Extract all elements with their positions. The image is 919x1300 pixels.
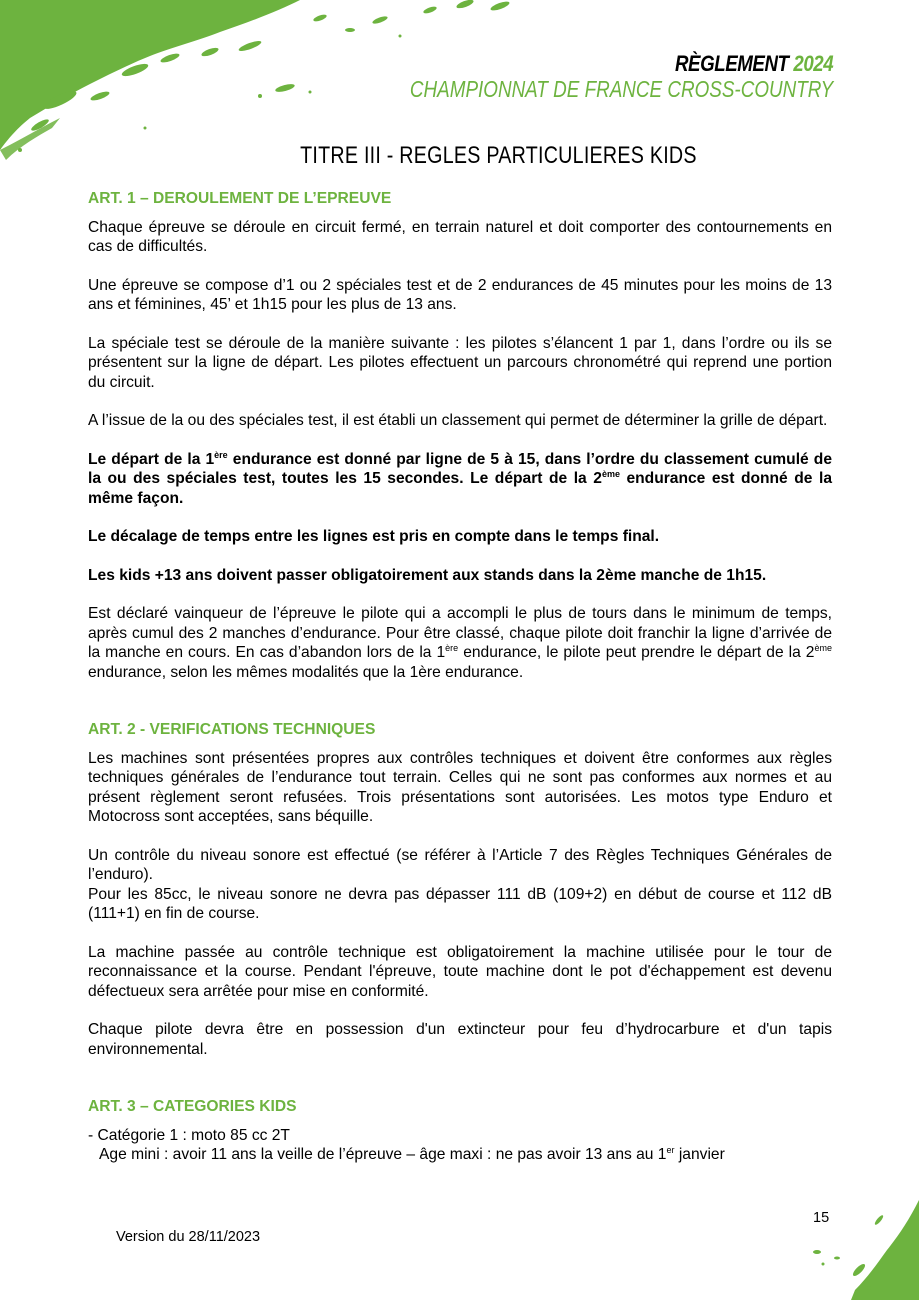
art2-heading: ART. 2 - VERIFICATIONS TECHNIQUES xyxy=(88,721,376,738)
art3-item-1-detail xyxy=(88,1145,832,1165)
header-title xyxy=(394,52,833,76)
page-title: TITRE III - REGLES PARTICULIERES KIDS xyxy=(300,142,697,169)
text-span: janvier xyxy=(674,1146,725,1163)
art3-item-1: - Catégorie 1 : moto 85 cc 2T xyxy=(88,1126,290,1144)
art1-paragraph-7: Les kids +13 ans doivent passer obligatoirement aux stands dans la 2ème manche de 1h15. xyxy=(88,566,767,584)
art1-paragraph-5 xyxy=(88,450,832,509)
text-span: Age mini : avoir 11 ans la veille de l’épreuve – âge maxi : ne pas avoir 13 ans au 1 xyxy=(99,1146,667,1163)
footer-version: Version du 28/11/2023 xyxy=(116,1229,261,1245)
text-span: endurance est donné de la même façon. xyxy=(88,470,832,507)
green-brush-decoration-bottom xyxy=(759,1190,919,1300)
art1-paragraph-3: La spéciale test se déroule de la manière suivante : les pilotes s’élancent 1 par 1, dans l’ordre ou ils se présentent sur la ligne de départ. Les pilotes effectuent un parcours chronométré qui reprend une portion du circuit. xyxy=(88,334,832,391)
art1-paragraph-4: A l’issue de la ou des spéciales test, il est établi un classement qui permet de déterminer la grille de départ. xyxy=(88,412,828,429)
text-span: endurance, le pilote peut prendre le départ de la 2 xyxy=(458,644,815,661)
superscript: ème xyxy=(814,643,832,653)
superscript: ère xyxy=(445,643,459,653)
art1-heading: ART. 1 – DEROULEMENT DE L’EPREUVE xyxy=(88,190,392,207)
art2-paragraph-5: Chaque pilote devra être en possession d'un extincteur pour feu d’hydrocarbure et d'un tapis environnemental. xyxy=(88,1021,832,1058)
art2-paragraph-4: La machine passée au contrôle technique est obligatoirement la machine utilisée pour le tour de reconnaissance et la course. Pendant l'épreuve, toute machine dont le pot d'échappement est devenu défectueux sera arrêtée pour mise en conformité. xyxy=(88,943,832,1000)
text-span: endurance est donné par ligne de 5 à 15, dans l’ordre du classement cumulé de la ou des spéciales test, toutes les 15 secondes. Le départ de la 2 xyxy=(88,450,833,487)
art2-paragraph-3: Pour les 85cc, le niveau sonore ne devra pas dépasser 111 dB (109+2) en début de course et 112 dB (111+1) en fin de course. xyxy=(88,885,832,922)
art1-paragraph-6: Le décalage de temps entre les lignes est pris en compte dans le temps final. xyxy=(88,528,660,545)
art1-paragraph-8 xyxy=(88,604,832,682)
header-word: RÈGLEMENT xyxy=(674,51,789,76)
text-span: Le départ de la 1 xyxy=(88,450,215,468)
text-span: endurance, selon les mêmes modalités que la 1ère endurance. xyxy=(88,663,524,681)
header-subtitle: CHAMPIONNAT DE FRANCE CROSS-COUNTRY xyxy=(409,76,833,102)
superscript: er xyxy=(666,1145,675,1155)
art1-paragraph-1: Chaque épreuve se déroule en circuit fermé, en terrain naturel et doit comporter des contournements en cas de difficultés. xyxy=(88,218,832,255)
art2-paragraph-1: Les machines sont présentées propres aux contrôles techniques et doivent être conformes aux règles techniques générales de l’endurance tout terrain. Celles qui ne sont pas conformes aux normes et au présent règlement seront refusées. Trois présentations sont autorisées. Les motos type Enduro et Motocross sont acceptées, sans béquille. xyxy=(88,749,832,825)
document-body xyxy=(88,189,832,1165)
art3-heading: ART. 3 – CATEGORIES KIDS xyxy=(88,1098,297,1115)
document-header xyxy=(317,52,833,102)
header-year: 2024 xyxy=(793,51,833,76)
page-number: 15 xyxy=(813,1210,830,1226)
text-span: Est déclaré vainqueur de l’épreuve le pilote qui a accompli le plus de tours dans le minimum de temps, après cumul des 2 manches d’endurance. Pour être classé, chaque pilote doit franchir la ligne d’arrivée de la manche en cours. En cas d’abandon lors de la 1 xyxy=(88,605,832,661)
superscript: ème xyxy=(601,469,620,479)
art2-paragraph-2: Un contrôle du niveau sonore est effectué (se référer à l’Article 7 des Règles Techniques Générales de l’enduro). xyxy=(88,846,832,883)
superscript: ère xyxy=(214,449,228,460)
art1-paragraph-2: Une épreuve se compose d’1 ou 2 spéciales test et de 2 endurances de 45 minutes pour les moins de 13 ans et féminines, 45’ et 1h15 pour les plus de 13 ans. xyxy=(88,276,832,313)
